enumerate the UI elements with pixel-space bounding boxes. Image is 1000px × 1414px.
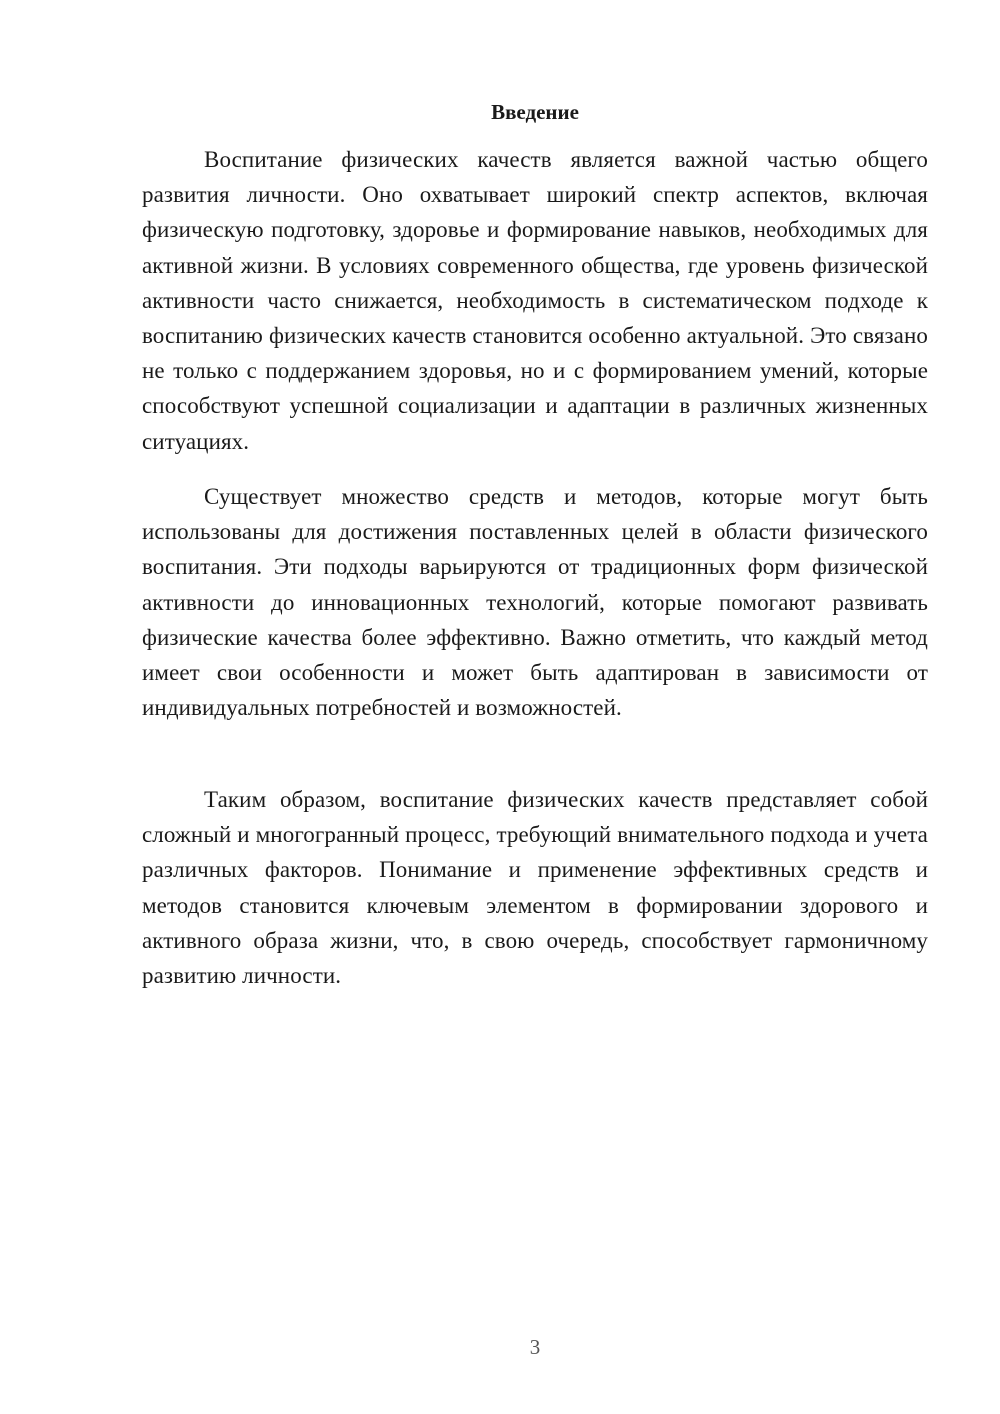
page-number: 3 xyxy=(529,1335,541,1359)
paragraph-3: Таким образом, воспитание физических качеств представляет собой сложный и многогранный процесс, требующий внимательного подхода и учета различных факторов. Понимание и применение эффективных средств и методов становится ключевым элементом в формировании здорового и активного образа жизни, что, в свою очередь, способствует гармоничному развитию личности. xyxy=(142,787,928,989)
paragraph-1: Воспитание физических качеств является важной частью общего развития личности. Оно охватывает широкий спектр аспектов, включая физическую подготовку, здоровье и формирование навыков, необходимых для активной жизни. В условиях современного общества, где уровень физической активности часто снижается, необходимость в систематическом подходе к воспитанию физических качеств становится особенно актуальной. Это связано не только с поддержанием здоровья, но и с формированием умений, которые способствуют успешной социализации и адаптации в различных жизненных ситуациях. xyxy=(142,147,928,454)
section-heading: Введение xyxy=(491,100,579,124)
paragraph-2: Существует множество средств и методов, которые могут быть использованы для достижения поставленных целей в области физического воспитания. Эти подходы варьируются от традиционных форм физической активности до инновационных технологий, которые помогают развивать физические качества более эффективно. Важно отметить, что каждый метод имеет свои особенности и может быть адаптирован в зависимости от индивидуальных потребностей и возможностей. xyxy=(142,484,928,721)
